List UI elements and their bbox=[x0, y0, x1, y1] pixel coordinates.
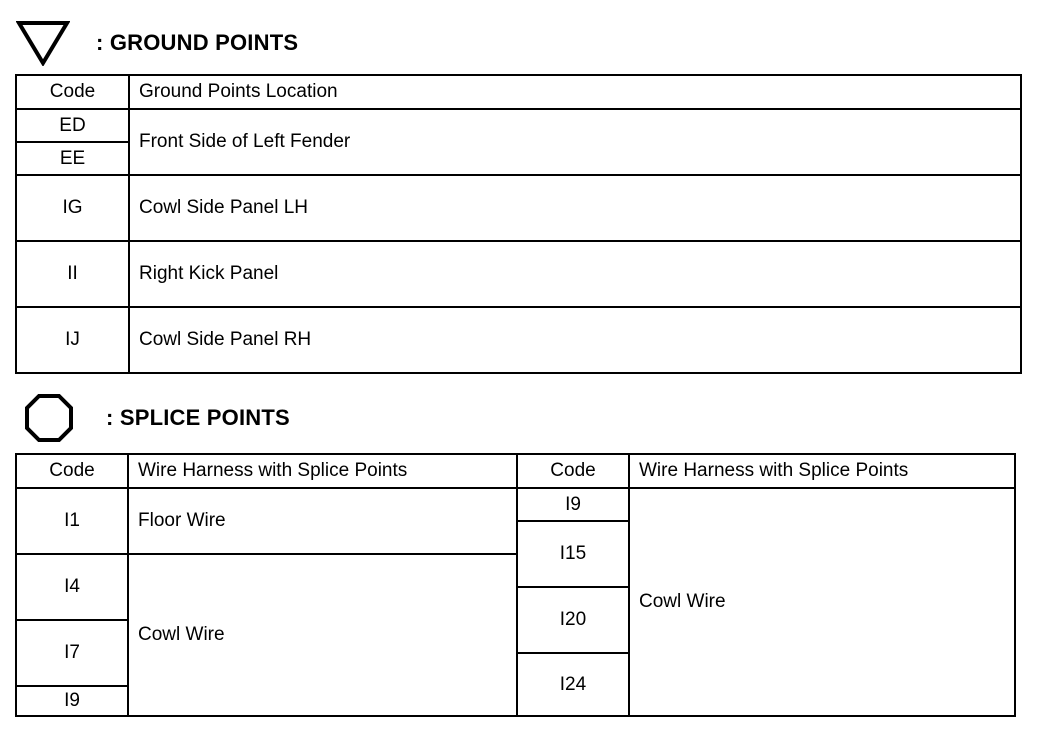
ground-location-cell: Cowl Side Panel RH bbox=[129, 307, 1021, 373]
inverted-triangle-icon bbox=[16, 20, 70, 66]
splice-points-table bbox=[15, 453, 1016, 717]
octagon-icon bbox=[24, 393, 74, 443]
ground-points-title: : GROUND POINTS bbox=[96, 30, 299, 55]
ground-code-header: Code bbox=[16, 75, 129, 109]
table-row bbox=[16, 109, 1021, 142]
splice-header-row bbox=[16, 454, 1015, 488]
splice-code-cell-left: I4 bbox=[16, 554, 128, 620]
ground-code-cell: II bbox=[16, 241, 129, 307]
ground-code-cell: ED bbox=[16, 109, 129, 142]
splice-code-cell-left: I9 bbox=[16, 686, 128, 716]
splice-harness-cowl-cell-left: Cowl Wire bbox=[128, 554, 517, 716]
splice-code-header-left: Code bbox=[16, 454, 128, 488]
splice-code-cell-right: I15 bbox=[517, 521, 629, 587]
splice-points-header bbox=[24, 393, 290, 443]
ground-location-header: Ground Points Location bbox=[129, 75, 1021, 109]
ground-location-cell: Front Side of Left Fender bbox=[129, 109, 1021, 175]
splice-harness-cowl-cell-right: Cowl Wire bbox=[629, 488, 1015, 716]
splice-harness-floor-cell: Floor Wire bbox=[128, 488, 517, 554]
table-row bbox=[16, 488, 1015, 521]
splice-code-cell-right: I24 bbox=[517, 653, 629, 716]
ground-code-cell: IG bbox=[16, 175, 129, 241]
table-row bbox=[16, 241, 1021, 307]
splice-code-cell-left: I7 bbox=[16, 620, 128, 686]
splice-code-header-right: Code bbox=[517, 454, 629, 488]
ground-code-cell: EE bbox=[16, 142, 129, 175]
ground-code-cell: IJ bbox=[16, 307, 129, 373]
ground-location-cell: Cowl Side Panel LH bbox=[129, 175, 1021, 241]
splice-points-title: : SPLICE POINTS bbox=[106, 405, 290, 430]
ground-location-cell: Right Kick Panel bbox=[129, 241, 1021, 307]
ground-points-header bbox=[16, 20, 298, 66]
table-row bbox=[16, 175, 1021, 241]
splice-code-cell-left: I1 bbox=[16, 488, 128, 554]
splice-harness-header-left: Wire Harness with Splice Points bbox=[128, 454, 517, 488]
splice-code-cell-right: I9 bbox=[517, 488, 629, 521]
splice-code-cell-right: I20 bbox=[517, 587, 629, 653]
splice-harness-header-right: Wire Harness with Splice Points bbox=[629, 454, 1015, 488]
table-row bbox=[16, 307, 1021, 373]
ground-header-row bbox=[16, 75, 1021, 109]
ground-points-table bbox=[15, 74, 1022, 374]
